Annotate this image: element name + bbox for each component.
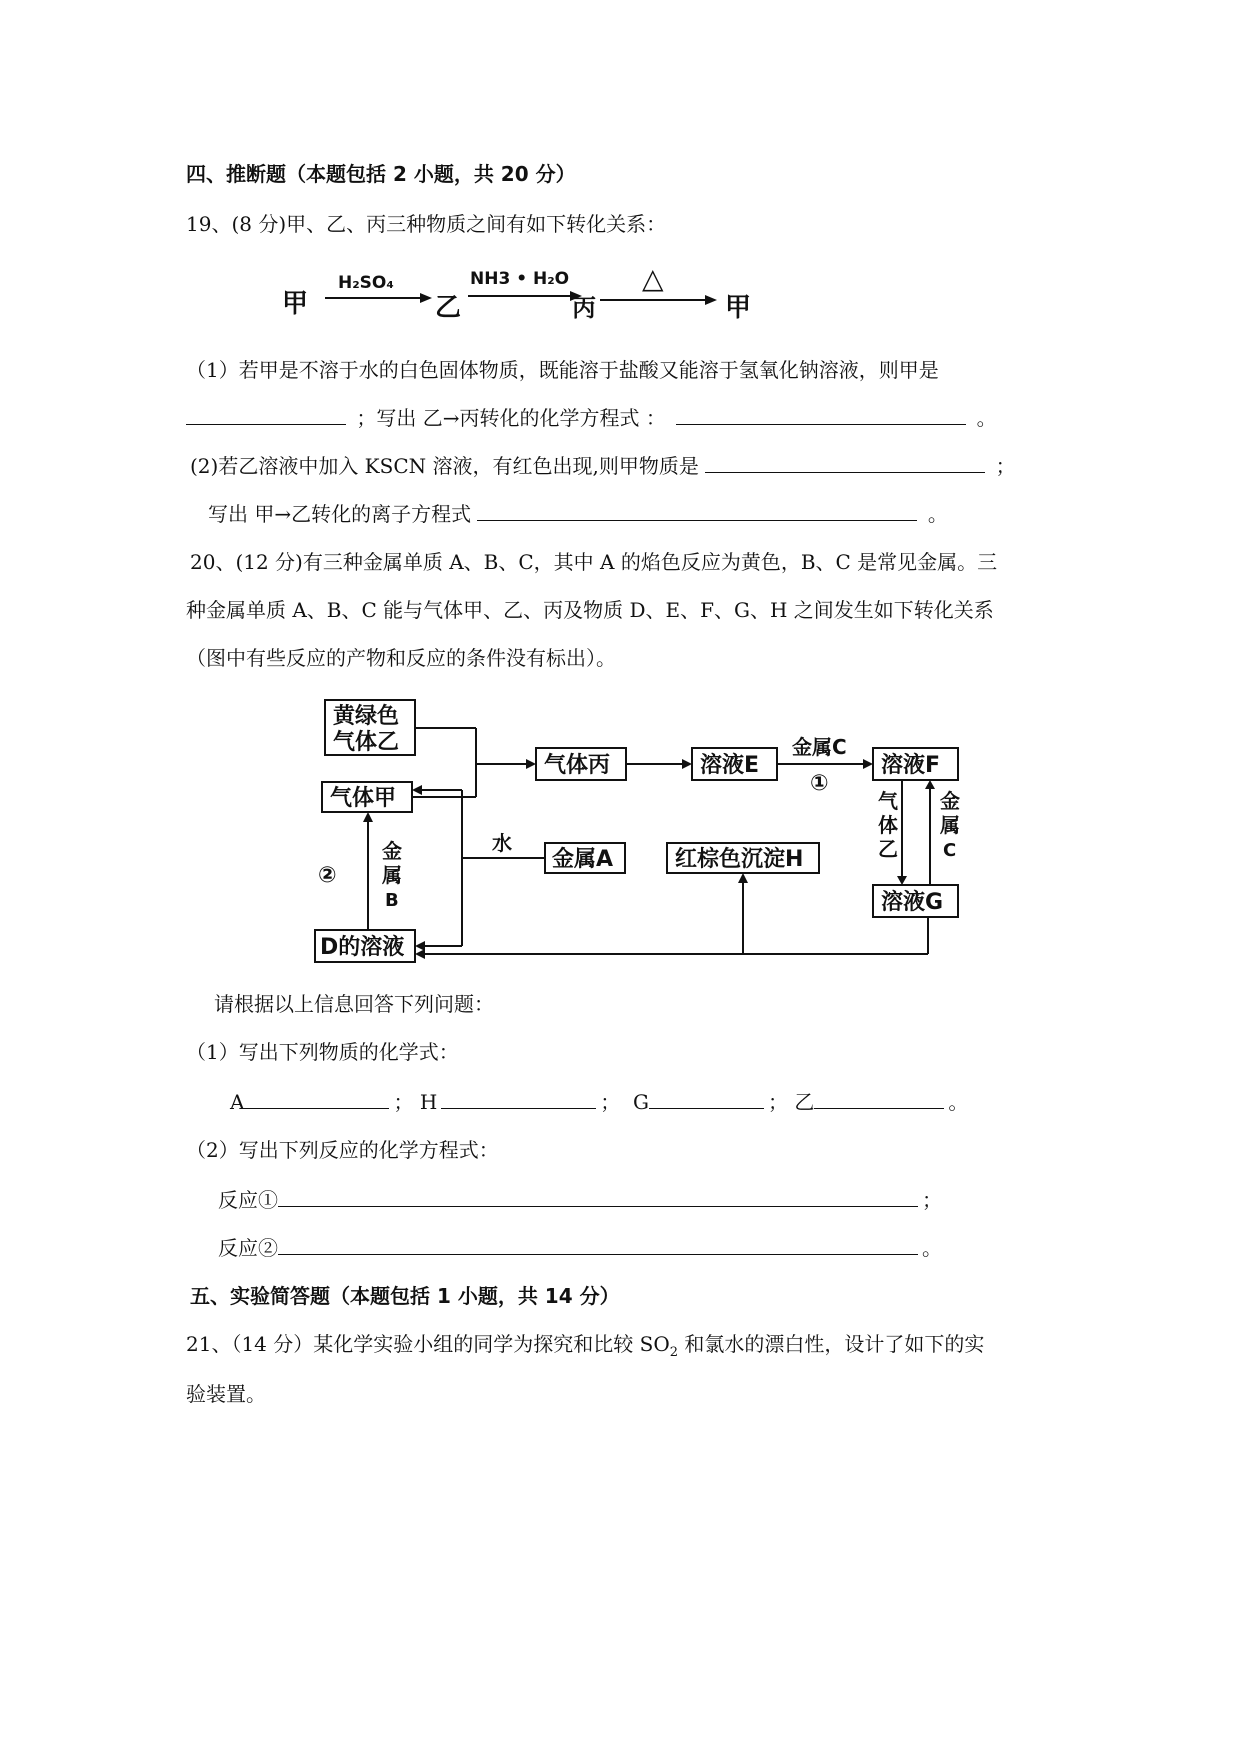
q20-reaction-2 (218, 1234, 942, 1262)
q19-part1-b: ；写出 乙→丙转化的化学方程式 ： (356, 406, 666, 430)
q21-subscript-2: 2 (669, 1345, 678, 1360)
answer-blank-h[interactable] (441, 1088, 596, 1109)
answer-blank-yi-bing-equation[interactable] (676, 404, 966, 425)
label-ti: 体 (878, 813, 898, 837)
label-jin-b: 金 (382, 839, 402, 863)
label-rongye-g: 溶液G (881, 890, 944, 915)
scheme-jia-end: 甲 (725, 293, 752, 323)
label-qi: 气 (878, 789, 898, 813)
q20-stem-1: 20、(12 分)有三种金属单质 A、B、C，其中 A 的焰色反应为黄色，B、C 是常见金属。三 (190, 550, 998, 574)
q19-part2-b: 写出 甲→乙转化的离子方程式 (208, 502, 472, 526)
scheme-reagent-h2so4: H₂SO₄ (338, 273, 394, 293)
q20-part1-end: 。 (948, 1090, 969, 1114)
q19-part2-b-end: 。 (927, 502, 948, 526)
q19-part2-line2 (208, 500, 948, 528)
q20-stem-3: （图中有些反应的产物和反应的条件没有标出）。 (186, 646, 616, 670)
label-yi: 乙 (878, 837, 898, 861)
q19-part2-a-end: ； (995, 454, 1016, 478)
sep-2: ； (600, 1090, 621, 1114)
q19-part1-line2 (186, 404, 997, 432)
q19-part1-end: 。 (976, 406, 997, 430)
q20-reaction-1 (218, 1186, 942, 1214)
q20-part1: （1）写出下列物质的化学式： (186, 1040, 459, 1064)
section-4-title: 四、推断题（本题包括 2 小题，共 20 分） (186, 162, 576, 186)
reaction-2-end: 。 (922, 1236, 942, 1260)
label-qiti-jia: 气体甲 (330, 786, 397, 811)
section-5-title: 五、实验简答题（本题包括 1 小题，共 14 分） (190, 1284, 620, 1308)
label-jinshu-c-top: 金属C (792, 735, 847, 759)
reaction-1-end: ； (922, 1188, 942, 1212)
label-yi-answer: 乙 (794, 1090, 815, 1114)
q21-line-2: 验装置。 (186, 1382, 266, 1406)
scheme-jia: 甲 (282, 289, 309, 319)
label-qiti-yi: 气体乙 (333, 730, 400, 755)
label-d-rongye: D的溶液 (320, 935, 405, 960)
scheme-reagent-nh3: NH3 • H₂O (470, 269, 570, 289)
label-rongye-f: 溶液F (881, 753, 941, 778)
label-huanglvse: 黄绿色 (333, 704, 400, 729)
q19-part1-text: （1）若甲是不溶于水的白色固体物质，既能溶于盐酸又能溶于氢氧化钠溶液，则甲是 (186, 358, 939, 382)
sep-3: ； (767, 1090, 788, 1114)
label-shui: 水 (492, 831, 512, 855)
label-a: A (230, 1090, 245, 1114)
label-shu-b: 属 (382, 863, 402, 887)
label-qiti-bing: 气体丙 (544, 753, 611, 778)
q20-flow-diagram (300, 690, 980, 970)
answer-blank-jia-substance[interactable] (705, 452, 985, 473)
label-rongye-e: 溶液E (700, 753, 760, 778)
q19-part2-a: (2)若乙溶液中加入 KSCN 溶液，有红色出现,则甲物质是 (190, 454, 699, 478)
answer-blank-yi[interactable] (814, 1088, 944, 1109)
sep-1: ； (393, 1090, 414, 1114)
label-circle-2: ② (318, 863, 337, 888)
answer-blank-a[interactable] (244, 1088, 389, 1109)
answer-blank-reaction-2[interactable] (278, 1234, 918, 1255)
label-jin-c: 金 (940, 789, 960, 813)
label-reaction-1: 反应① (218, 1188, 278, 1212)
label-c: C (943, 840, 957, 861)
answer-blank-g[interactable] (649, 1088, 764, 1109)
scheme-bing: 丙 (572, 294, 596, 322)
label-reaction-2: 反应② (218, 1236, 278, 1260)
label-shu-c: 属 (940, 813, 960, 837)
label-b: B (385, 890, 399, 911)
q20-prompt: 请根据以上信息回答下列问题： (214, 992, 494, 1016)
label-g: G (632, 1090, 649, 1114)
q21-line-1 (186, 1330, 984, 1367)
answer-blank-reaction-1[interactable] (278, 1186, 918, 1207)
label-h: H (419, 1090, 438, 1114)
scheme-heat: △ (642, 262, 664, 295)
label-hongzong-h: 红棕色沉淀H (675, 847, 804, 872)
q19-scheme (270, 260, 810, 330)
label-jinshu-a: 金属A (552, 847, 614, 872)
answer-blank-ionic-equation[interactable] (477, 500, 917, 521)
q21-text-a: 21、（14 分）某化学实验小组的同学为探究和比较 SO (186, 1332, 670, 1356)
q20-stem-2: 种金属单质 A、B、C 能与气体甲、乙、丙及物质 D、E、F、G、H 之间发生如下转化关系 (186, 598, 994, 622)
scheme-yi: 乙 (435, 293, 462, 323)
q20-part1-blanks (230, 1088, 968, 1116)
q19-part2-line1 (190, 452, 1016, 480)
q19-stem: 19、(8 分)甲、乙、丙三种物质之间有如下转化关系： (186, 212, 667, 236)
q21-text-b: 和氯水的漂白性，设计了如下的实 (678, 1332, 985, 1356)
answer-blank-jia[interactable] (186, 404, 346, 425)
q20-part2: （2）写出下列反应的化学方程式： (186, 1138, 499, 1162)
label-circle-1: ① (810, 771, 829, 796)
